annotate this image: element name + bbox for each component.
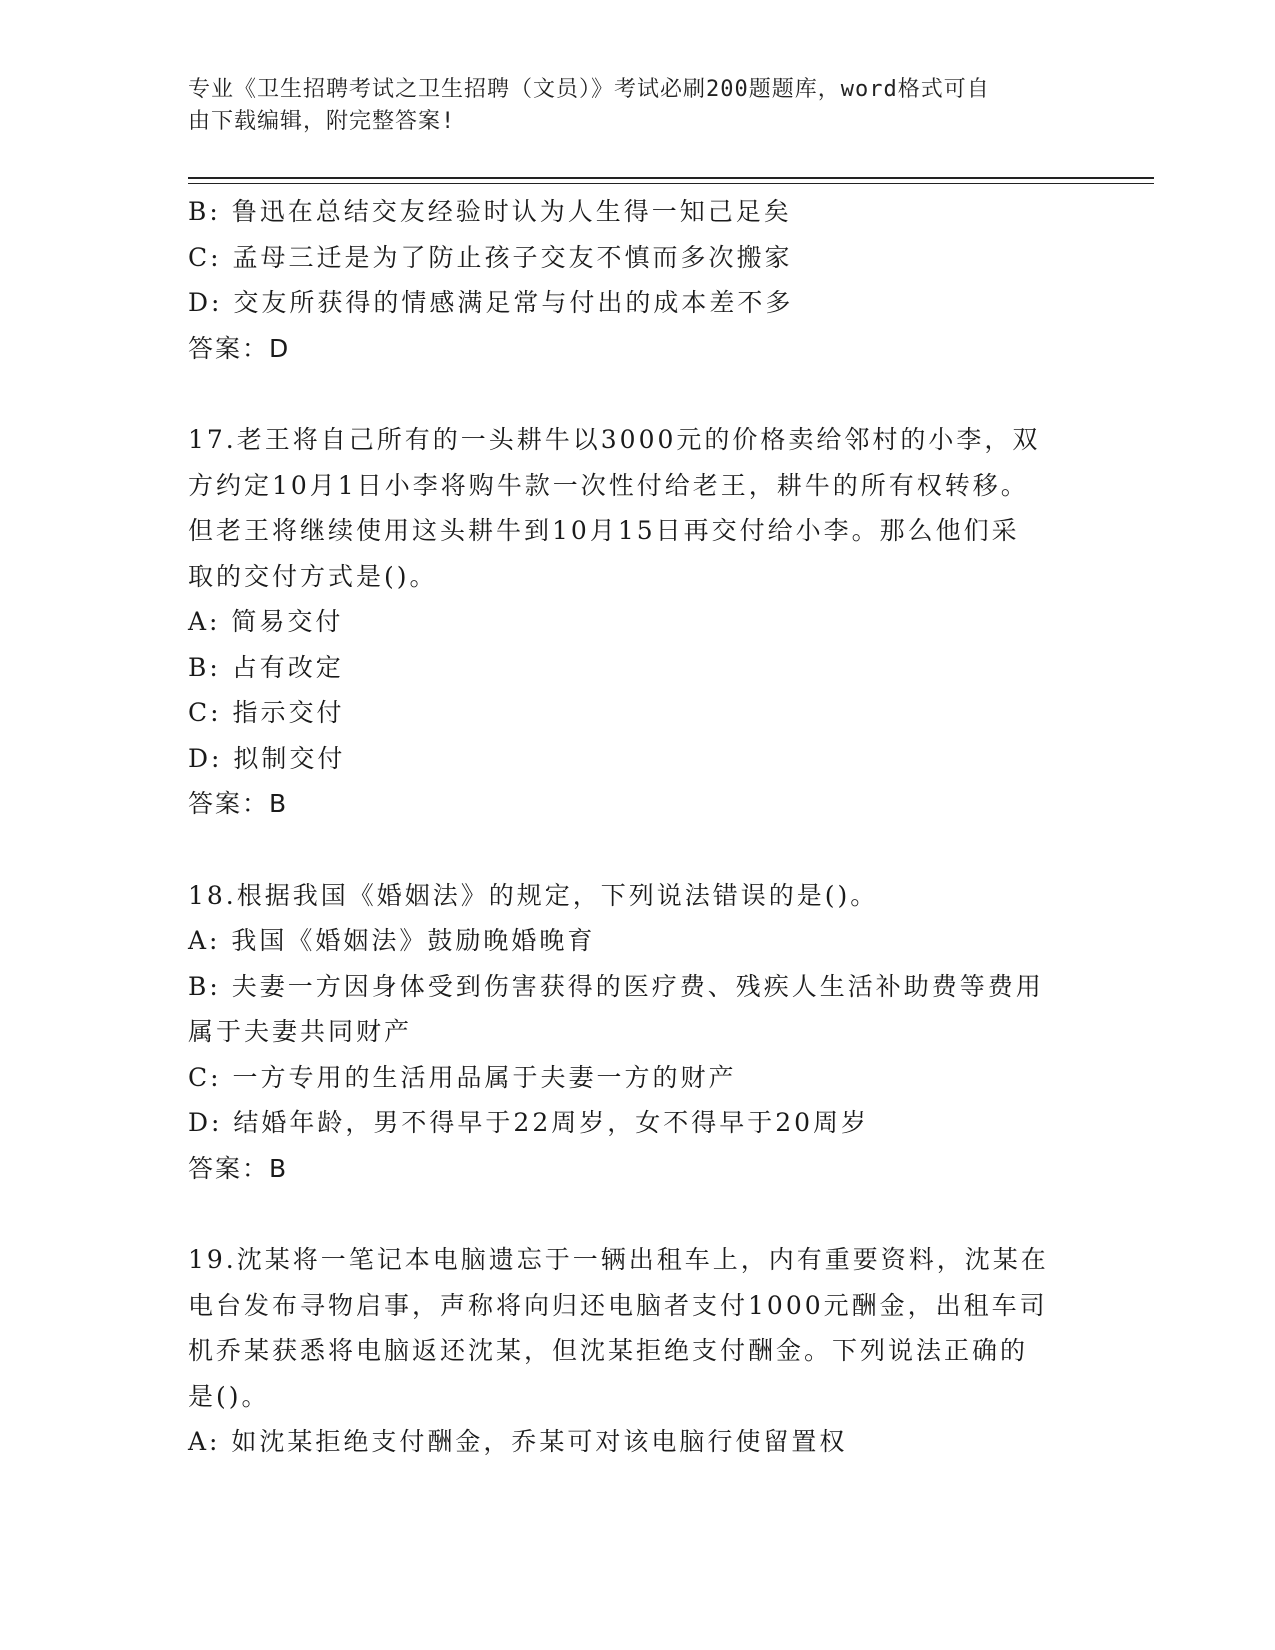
- spacer: [188, 827, 1088, 873]
- header-divider-thin: [188, 183, 1154, 184]
- spacer: [188, 371, 1088, 417]
- question-18: [188, 873, 1088, 1192]
- q18-option-b-line-1: B: 夫妻一方因身体受到伤害获得的医疗费、残疾人生活补助费等费用: [188, 971, 1044, 1001]
- header-line-1: 专业《卫生招聘考试之卫生招聘（文员）》考试必刷200题题库，word格式可自: [188, 77, 990, 102]
- question-16-tail: [188, 189, 1088, 371]
- q17-stem-line-3: 但老王将继续使用这头耕牛到10月15日再交付给小李。那么他们采: [188, 516, 1020, 545]
- q17-stem-line-2: 方约定10月1日小李将购牛款一次性付给老王，耕牛的所有权转移。: [188, 470, 1029, 500]
- document-header: [188, 74, 1068, 138]
- q18-option-a: A: 我国《婚姻法》鼓励晚婚晚育: [188, 926, 596, 955]
- q19-stem-line-1: 19.沈某将一笔记本电脑遗忘于一辆出租车上，内有重要资料，沈某在: [188, 1245, 1049, 1274]
- q18-stem-line-1: 18.根据我国《婚姻法》的规定，下列说法错误的是()。: [188, 880, 879, 910]
- q19-stem-line-3: 机乔某获悉将电脑返还沈某，但沈某拒绝支付酬金。下列说法正确的: [188, 1336, 1029, 1365]
- q19-stem-line-2: 电台发布寻物启事，声称将向归还电脑者支付1000元酬金，出租车司: [188, 1290, 1048, 1320]
- q16-option-c: C: 孟母三迁是为了防止孩子交友不慎而多次搬家: [188, 242, 793, 272]
- q17-answer: 答案：B: [188, 789, 289, 818]
- q16-option-d: D: 交友所获得的情感满足常与付出的成本差不多: [188, 288, 794, 317]
- q17-option-b: B: 占有改定: [188, 652, 344, 682]
- q19-option-a: A: 如沈某拒绝支付酬金，乔某可对该电脑行使留置权: [188, 1427, 848, 1456]
- q17-option-c: C: 指示交付: [188, 698, 345, 727]
- question-17: [188, 417, 1088, 827]
- q18-option-b-line-2: 属于夫妻共同财产: [188, 1017, 413, 1046]
- q18-option-d: D: 结婚年龄，男不得早于22周岁，女不得早于20周岁: [188, 1108, 870, 1137]
- header-divider-thick: [188, 177, 1154, 179]
- q18-answer: 答案：B: [188, 1153, 289, 1183]
- spacer: [188, 1191, 1088, 1237]
- question-19: [188, 1237, 1088, 1465]
- q16-answer: 答案：D: [188, 333, 291, 363]
- header-line-2: 由下载编辑，附完整答案!: [188, 109, 456, 134]
- q18-option-c: C: 一方专用的生活用品属于夫妻一方的财产: [188, 1062, 737, 1092]
- q17-option-d: D: 拟制交付: [188, 743, 346, 773]
- q17-stem-line-1: 17.老王将自己所有的一头耕牛以3000元的价格卖给邻村的小李，双: [188, 425, 1041, 454]
- q16-option-b: B: 鲁迅在总结交友经验时认为人生得一知己足矣: [188, 197, 792, 226]
- q17-stem-line-4: 取的交付方式是()。: [188, 561, 438, 591]
- q19-stem-line-4: 是()。: [188, 1381, 270, 1411]
- q17-option-a: A: 简易交付: [188, 607, 344, 636]
- question-content: [188, 189, 1088, 1465]
